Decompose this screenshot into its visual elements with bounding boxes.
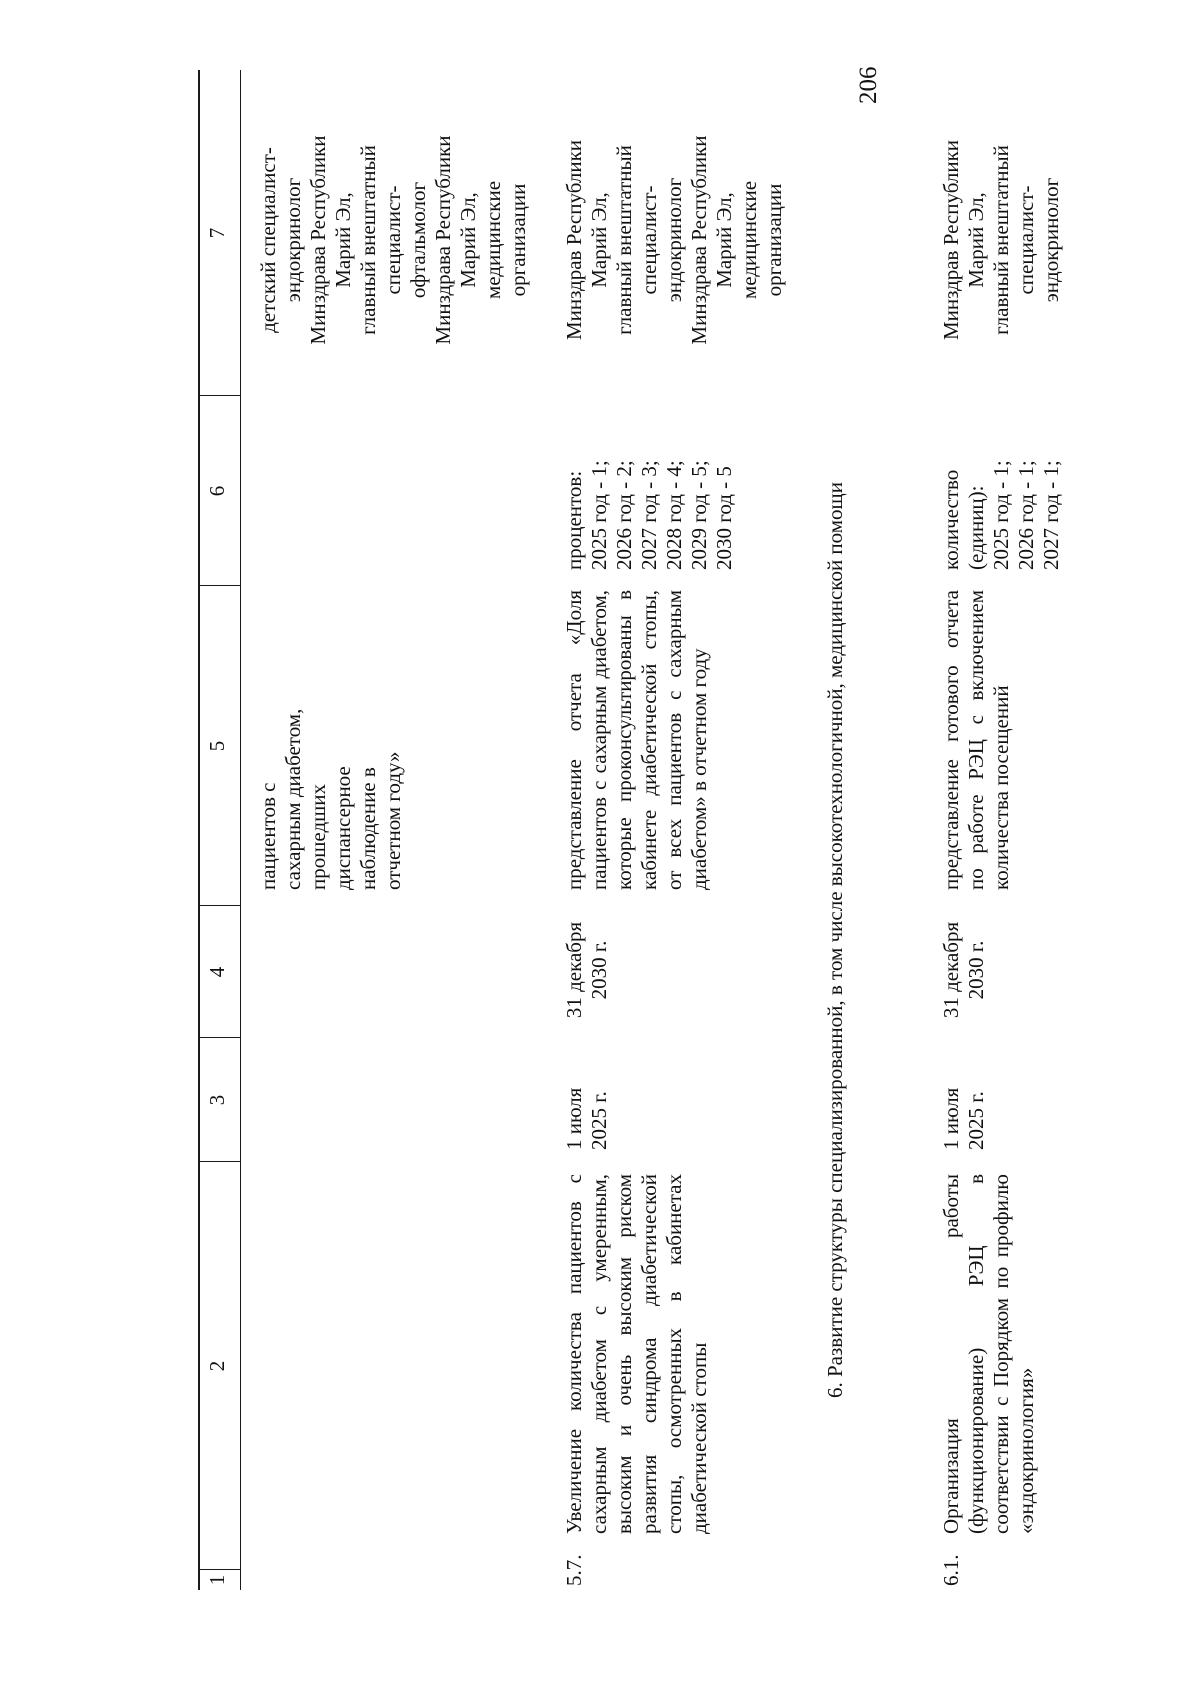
indicator-line: 2026 год - 2; (612, 460, 636, 570)
indicator-line: количество (939, 469, 963, 570)
header-col-5: 5 (205, 740, 229, 752)
indicator-line: (единиц): (964, 485, 988, 570)
row-number: 6.1. (939, 1554, 963, 1586)
indicator-line: 2027 год - 3; (637, 460, 661, 570)
indicator (939, 400, 1064, 570)
expected-result: представление готового отчета по работе РЭЦ с включением количества посещений (939, 590, 1013, 890)
indicator-line: 2029 год - 5; (687, 460, 711, 570)
responsible-line: Минздрав Республики (562, 139, 586, 341)
header-col-3: 3 (205, 1094, 229, 1106)
responsible-line: Марий Эл, (456, 192, 480, 288)
indicator-line: 2026 год - 1; (1014, 460, 1038, 570)
activity-name: Организация работы (функционирование) РЭЦ в соответствии с Порядком по профилю «эндокринология» (939, 1174, 1038, 1534)
table-header-bottom-rule (240, 70, 241, 1590)
indicator-line: процентов: (562, 470, 586, 570)
responsible-line: главный внештатный (356, 145, 380, 335)
responsible-line: детский специалист- (256, 147, 280, 333)
header-col-1: 1 (205, 1574, 229, 1586)
indicator-line: 2025 год - 1; (989, 460, 1013, 570)
indicator-line: 2030 год - 5 (712, 466, 736, 570)
responsible-line: главный внештатный (989, 145, 1013, 335)
header-col-7: 7 (205, 227, 229, 239)
responsible-line: офтальмолог (406, 181, 430, 299)
indicator (562, 400, 737, 570)
responsible-line: Марий Эл, (964, 192, 988, 288)
responsible-line: медицинские (737, 180, 761, 300)
responsible-line: Минздрава Республики (687, 135, 711, 345)
indicator-line: 2028 год - 4; (662, 460, 686, 570)
responsible-line: Минздрава Республики (306, 135, 330, 345)
responsible-line: медицинские (481, 180, 505, 300)
end-date: 31 декабря 2030 г. (562, 921, 611, 1019)
indicator-line: 2025 год - 1; (587, 460, 611, 570)
header-col-6: 6 (205, 485, 229, 497)
responsible-line: эндокринолог (662, 177, 686, 303)
responsible-line: Марий Эл, (331, 192, 355, 288)
expected-result: представление отчета «Доля пациентов с сахарным диабетом, которые проконсультированы в кабинете диабетической стопы, от всех пациентов с сахарным диабетом» в отчетном году (562, 590, 711, 890)
responsible-line: Минздрав Республики (939, 139, 963, 341)
responsible-line: Минздрава Республики (431, 135, 455, 345)
activity-name: Увеличение количества пациентов с сахарным диабетом с умеренным, высоким и очень высоким риском развития синдрома диабетической стопы, осмотренных в кабинетах диабетической стопы (562, 1174, 711, 1534)
responsible (939, 90, 1064, 390)
responsible-line: главный внештатный (612, 145, 636, 335)
responsible-line: организации (762, 183, 786, 297)
responsible-line: специалист- (637, 185, 661, 295)
row-number: 5.7. (562, 1554, 586, 1586)
rotated-table-content (198, 70, 858, 1590)
end-date: 31 декабря 2030 г. (939, 921, 988, 1019)
rotated-row-6-1 (925, 70, 1125, 1590)
page-number: 206 (855, 66, 882, 104)
header-col-4: 4 (205, 966, 229, 978)
responsible-line: Марий Эл, (587, 192, 611, 288)
section-title: 6. Развитие структуры специализированной, в том числе высокотехнологичной, медицинской помощи (823, 482, 847, 1398)
indicator-line: 2027 год - 1; (1039, 460, 1063, 570)
start-date: 1 июля 2025 г. (939, 1087, 988, 1150)
table-header-top-rule (198, 70, 200, 1590)
start-date: 1 июля 2025 г. (562, 1087, 611, 1150)
responsible-line: специалист- (1014, 185, 1038, 295)
responsible-line: Марий Эл, (712, 192, 736, 288)
responsible-line: организации (506, 183, 530, 297)
responsible-line: эндокринолог (1039, 177, 1063, 303)
responsible-line: специалист- (381, 185, 405, 295)
header-col-2: 2 (205, 1360, 229, 1372)
continuation-result: пациентов с сахарным диабетом, прошедших диспансерное наблюдение в отчетном году» (256, 708, 405, 890)
responsible-line: эндокринолог (281, 177, 305, 303)
responsible (562, 90, 787, 390)
continuation-responsible (256, 90, 531, 390)
